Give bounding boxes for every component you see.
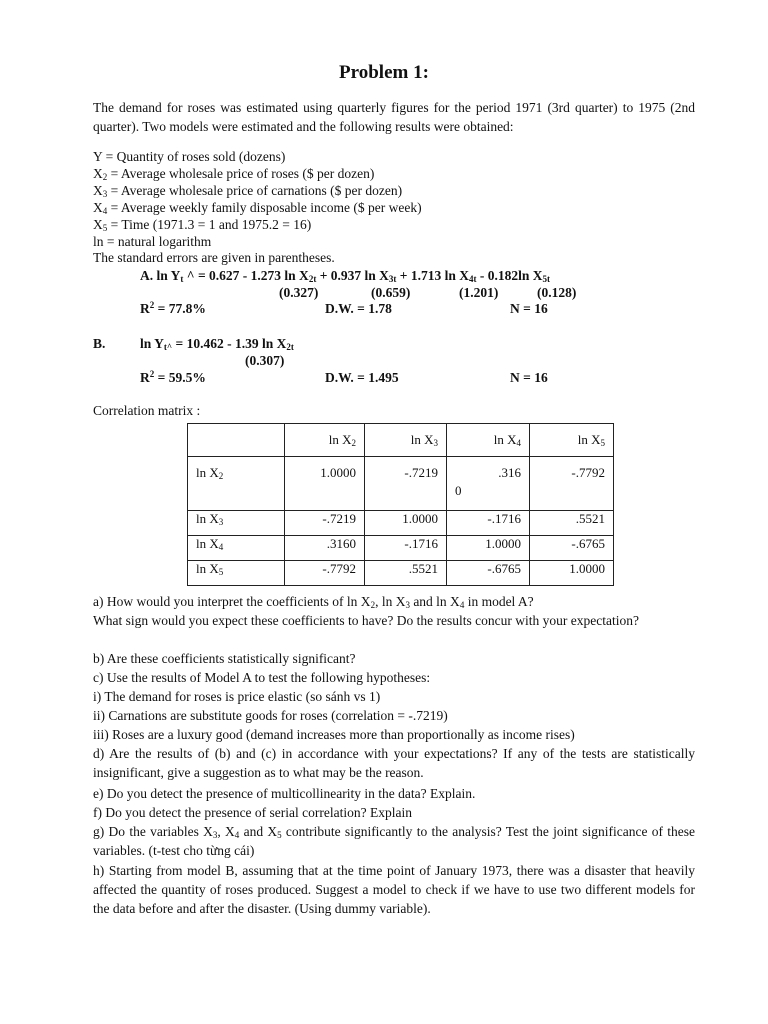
correlation-matrix-table: [187, 423, 614, 586]
def-ln: ln = natural logarithm: [93, 234, 212, 249]
table-cell: -.6765: [530, 536, 614, 561]
def-x3: $X_3$ = Average wholesale price of carnations ($ per dozen): [93, 183, 403, 199]
question-c-iii: iii) Roses are a luxury good (demand increases more than proportionally as income rises): [93, 727, 575, 742]
table-cell: .5521: [365, 561, 447, 586]
table-header-row: [188, 424, 614, 457]
cell-value: .316: [498, 465, 521, 480]
model-b-dw: D.W. = 1.495: [325, 370, 399, 385]
question-a: a) How would you interpret the coefficients of $\ln X_2$, $\ln X_3$ and $\ln X_4$ in model A?: [93, 594, 534, 610]
model-b-n: N = 16: [510, 370, 548, 385]
question-b: b) Are these coefficients statistically significant?: [93, 651, 356, 666]
model-a-se-x3: (0.659): [371, 285, 411, 300]
model-a-se-x2: (0.327): [279, 285, 319, 300]
question-f: f) Do you detect the presence of serial correlation? Explain: [93, 805, 412, 820]
table-cell: -.7792: [530, 457, 614, 511]
table-header-cell: $\ln X_3$: [365, 424, 447, 457]
table-corner-cell: [188, 424, 285, 457]
table-cell: [447, 457, 530, 511]
table-cell: -.7219: [285, 511, 365, 536]
model-a-se-x5: (0.128): [537, 285, 577, 300]
table-row: [188, 561, 614, 586]
row-header-cell: $\ln X_2$: [188, 457, 285, 511]
model-a-se-x4: (1.201): [459, 285, 499, 300]
row-header-cell: $\ln X_5$: [188, 561, 285, 586]
def-standard-errors: The standard errors are given in parentheses.: [93, 250, 335, 265]
question-h: h) Starting from model B, assuming that at the time point of January 1973, there was a disaster that heavily affected the quantity of roses produced. Suggest a model to check if we have to use two different models for the data before and after the disaster. (Using dummy variable).: [93, 863, 695, 916]
model-b-r-squared: $R^2 = 59.5\%$: [140, 369, 206, 385]
def-x2: $X_2$ = Average wholesale price of roses ($ per dozen): [93, 166, 375, 182]
model-a-n: N = 16: [510, 301, 548, 316]
model-b-equation: $\ln Y_{t\^{}} = 10.462 - 1.39$ $\ln X_{2t}$: [140, 336, 294, 352]
table-cell: .3160: [285, 536, 365, 561]
correlation-matrix-label: Correlation matrix :: [93, 403, 201, 418]
model-a-dw: D.W. = 1.78: [325, 301, 392, 316]
model-a-r-squared: $R^2 = 77.8\%$: [140, 300, 206, 316]
question-e: e) Do you detect the presence of multicollinearity in the data? Explain.: [93, 786, 476, 801]
table-row: [188, 511, 614, 536]
row-header-cell: $\ln X_4$: [188, 536, 285, 561]
intro-paragraph: The demand for roses was estimated using quarterly figures for the period 1971 (3rd quarter) to 1975 (2nd quarter). Two models were estimated and the following results were obtained:: [93, 100, 695, 134]
table-cell: -.1716: [447, 511, 530, 536]
table-header-cell: $\ln X_4$: [447, 424, 530, 457]
row-header-cell: $\ln X_3$: [188, 511, 285, 536]
question-a-expectation: What sign would you expect these coefficients to have? Do the results concur with your expectation?: [93, 613, 639, 628]
def-x5: $X_5$ = Time (1971.3 = 1 and 1975.2 = 16): [93, 217, 312, 233]
question-g: g) Do the variables $X_3$, $X_4$ and $X_5$ contribute significantly to the analysis? Test the joint significance of these variables. (t-test cho từng cái): [93, 824, 696, 858]
question-c: c) Use the results of Model A to test the following hypotheses:: [93, 670, 431, 685]
table-cell: -.7792: [285, 561, 365, 586]
model-b-label: B.: [93, 336, 106, 351]
question-c-ii: ii) Carnations are substitute goods for roses (correlation = -.7219): [93, 708, 448, 723]
table-cell: -.7219: [365, 457, 447, 511]
def-x4: $X_4$ = Average weekly family disposable income ($ per week): [93, 200, 422, 216]
table-cell: -.6765: [447, 561, 530, 586]
table-cell: 1.0000: [365, 511, 447, 536]
table-header-cell: $\ln X_2$: [285, 424, 365, 457]
table-cell: 1.0000: [447, 536, 530, 561]
question-d: d) Are the results of (b) and (c) in accordance with your expectations? If any of the tests are statistically insignificant, give a suggestion as to what may be the reason.: [93, 746, 695, 780]
table-cell: 1.0000: [530, 561, 614, 586]
def-y: Y = Quantity of roses sold (dozens): [93, 149, 286, 164]
table-row: [188, 457, 614, 511]
table-cell: -.1716: [365, 536, 447, 561]
table-header-cell: $\ln X_5$: [530, 424, 614, 457]
model-b-se-x2: (0.307): [245, 353, 285, 368]
table-row: [188, 536, 614, 561]
cell-overflow-digit: 0: [455, 483, 462, 498]
question-c-i: i) The demand for roses is price elastic (so sánh vs 1): [93, 689, 381, 704]
page-title: Problem 1:: [339, 62, 429, 83]
table-cell: .5521: [530, 511, 614, 536]
table-cell: 1.0000: [285, 457, 365, 511]
model-a-equation: A. $\ln Y_t$ ^ = 0.627 - 1.273 $\ln X_{2t} + 0.937$ $\ln X_{3t} + 1.713$ $\ln X_{4t} - 0.182\ln$ $X_{5t}$: [140, 268, 550, 284]
